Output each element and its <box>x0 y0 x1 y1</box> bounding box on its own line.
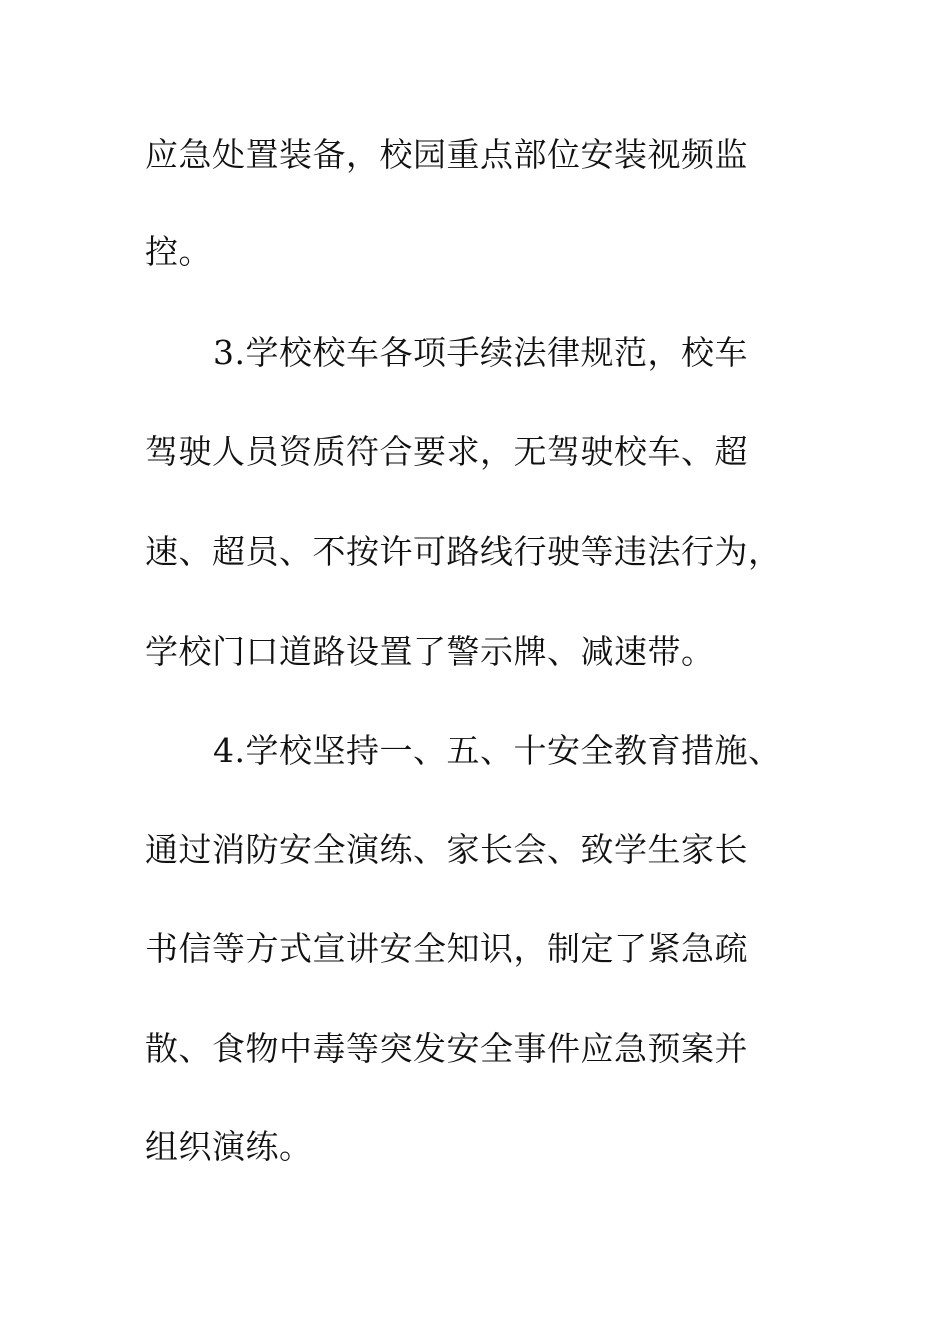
text-line: 散、食物中毒等突发安全事件应急预案并 <box>145 1029 748 1068</box>
text-line: 学校门口道路设置了警示牌、减速带。 <box>145 632 715 671</box>
text-line: 速、超员、不按许可路线行驶等违法行为， <box>145 532 782 571</box>
paragraph-3-first-line: 3.学校校车各项手续法律规范，校车 <box>213 333 748 372</box>
text-line: 驾驶人员资质符合要求，无驾驶校车、超 <box>145 432 748 471</box>
paragraph-4-first-line: 4.学校坚持一、五、十安全教育措施、 <box>213 731 782 770</box>
text-line: 控。 <box>145 232 212 271</box>
text-line: 应急处置装备，校园重点部位安装视频监 <box>145 135 748 174</box>
text-line: 通过消防安全演练、家长会、致学生家长 <box>145 830 748 869</box>
text-line: 组织演练。 <box>145 1127 313 1166</box>
text-line: 书信等方式宣讲安全知识，制定了紧急疏 <box>145 929 748 968</box>
